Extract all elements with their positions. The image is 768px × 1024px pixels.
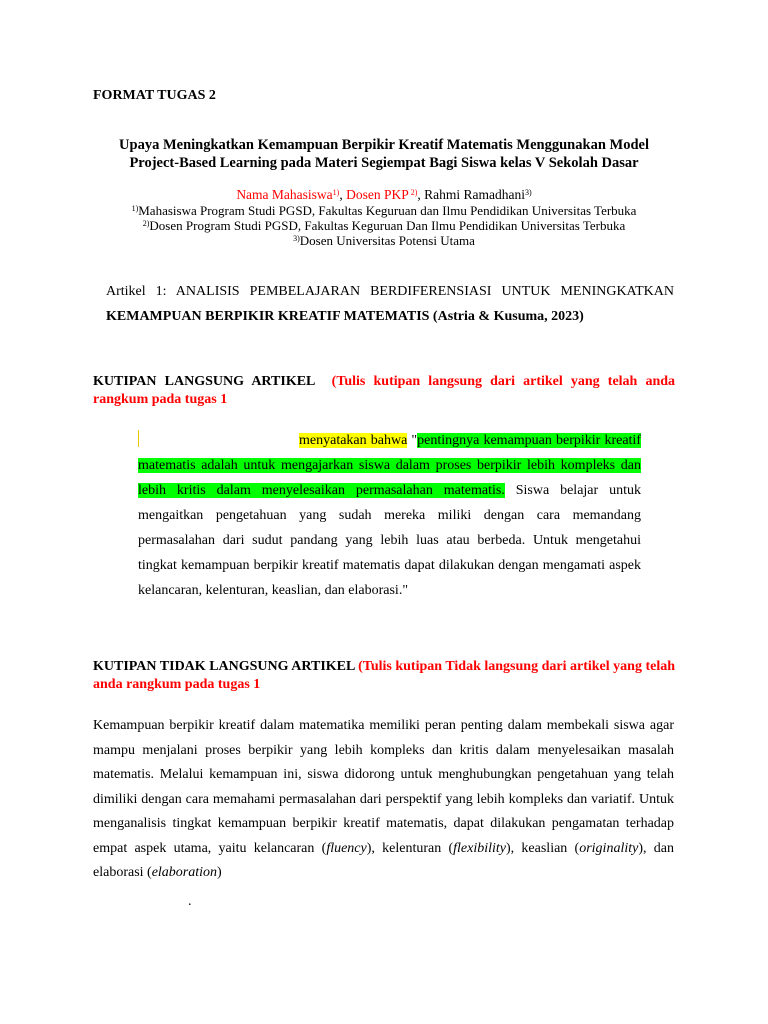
article-title-prefix: Artikel 1: ANALISIS PEMBELAJARAN BERDIFERENSIASI UNTUK MENINGKATKAN: [106, 284, 674, 299]
format-label: FORMAT TUGAS 2: [93, 88, 216, 103]
heading-kutipan-langsung: [93, 373, 675, 409]
quote-intro: menyatakan bahwa: [299, 433, 408, 448]
author-list: [80, 187, 688, 203]
instruction-kutipan-langsung-open: (: [331, 374, 337, 389]
direct-quote-block: [138, 428, 641, 603]
paragraph-joint-3: ), dan elaborasi (: [93, 840, 674, 880]
paragraph-joint-1: ), kelenturan (: [366, 840, 454, 856]
quote-rest: Siswa belajar untuk mengaitkan pengetahuan yang sudah mereka miliki dengan cara memandang permasalahan dari sudut pandang yang lebih luas atau berbeda. Untuk mengetahui tingkat kemampuan berpikir kreatif matematis dapat dilakukan dengan mengamati aspek kelancaran, kelenturan, keaslian, dan elaborasi.": [138, 483, 641, 598]
author-student: Nama Mahasiswa: [236, 187, 333, 202]
author-sep-2: , Rahmi Ramadhani: [417, 187, 526, 202]
term-originality: originality: [579, 840, 639, 856]
affiliation-2-text: Dosen Program Studi PGSD, Fakultas Keguruan Dan Ilmu Pendidikan Universitas Terbuka: [149, 218, 626, 233]
paper-title-line-2: Project-Based Learning pada Materi Segiempat Bagi Siswa kelas V Sekolah Dasar: [129, 155, 639, 171]
term-elaboration: elaboration: [151, 865, 218, 880]
term-fluency: fluency: [326, 840, 367, 856]
affiliation-3-sup: 3): [293, 234, 300, 243]
quote-open-mark: ": [407, 433, 418, 448]
indirect-quote-paragraph: [93, 714, 674, 886]
heading-kutipan-langsung-text: KUTIPAN LANGSUNG ARTIKEL: [93, 374, 316, 389]
paper-title-line-1: Upaya Meningkatkan Kemampuan Berpikir Kreatif Matematis Menggunakan Model: [119, 137, 649, 153]
text-cursor-marker: [138, 430, 139, 447]
paragraph-joint-2: ), keaslian (: [506, 840, 580, 856]
heading-kutipan-tidak-langsung: [93, 658, 675, 694]
paragraph-joint-4: ): [217, 865, 222, 880]
affiliation-1-text: Mahasiswa Program Studi PGSD, Fakultas Keguruan dan Ilmu Pendidikan Universitas Terbuka: [138, 203, 637, 218]
author-lecturer: Dosen PKP: [346, 187, 409, 202]
affiliation-3-text: Dosen Universitas Potensi Utama: [299, 233, 475, 248]
affiliation-2-sup: 2): [142, 219, 150, 228]
author-student-sup: 1): [332, 188, 340, 197]
heading-kutipan-tidak-langsung-text: KUTIPAN TIDAK LANGSUNG ARTIKEL: [93, 659, 355, 674]
trailing-dot: .: [188, 894, 192, 909]
quote-highlight: pentingnya kemampuan berpikir kreatif matematis adalah untuk mengajarkan siswa dalam proses berpikir lebih kompleks dan lebih kritis dalam menyelesaikan permasalahan matematis.: [138, 433, 641, 498]
author-third-sup: 3): [525, 188, 532, 197]
affiliation-1: [80, 203, 688, 219]
author-sep-1: ,: [339, 187, 347, 202]
instruction-kutipan-langsung: Tulis kutipan langsung dari artikel yang telah anda rangkum pada tugas 1: [93, 374, 676, 407]
article-title-bold: KEMAMPUAN BERPIKIR KREATIF MATEMATIS (Astria & Kusuma, 2023): [106, 309, 584, 324]
paper-title: [80, 136, 688, 172]
article-title: [106, 279, 674, 329]
term-flexibility: flexibility: [453, 840, 507, 856]
affiliation-1-sup: 1): [131, 204, 139, 213]
paragraph-main: Kemampuan berpikir kreatif dalam matematika memiliki peran penting dalam membekali siswa agar mampu menjalani proses berpikir yang lebih kompleks dan kritis dalam menyelesaikan masalah matematis. Melalui kemampuan ini, siswa didorong untuk menghubungkan pengetahuan yang telah dimiliki dengan cara memahami permasalahan dari perspektif yang lebih kompleks dan variatif. Untuk menganalisis tingkat kemampuan berpikir kreatif matematis, dapat dilakukan pengamatan terhadap empat aspek utama, yaitu kelancaran (: [93, 718, 674, 856]
instruction-kutipan-tidak-langsung-open: (: [354, 659, 363, 674]
affiliation-2: [80, 218, 688, 234]
instruction-kutipan-tidak-langsung: Tulis kutipan Tidak langsung dari artikel yang telah anda rangkum pada tugas 1: [93, 659, 676, 692]
author-lecturer-sup: 2): [408, 188, 418, 197]
affiliation-3: [80, 233, 688, 249]
